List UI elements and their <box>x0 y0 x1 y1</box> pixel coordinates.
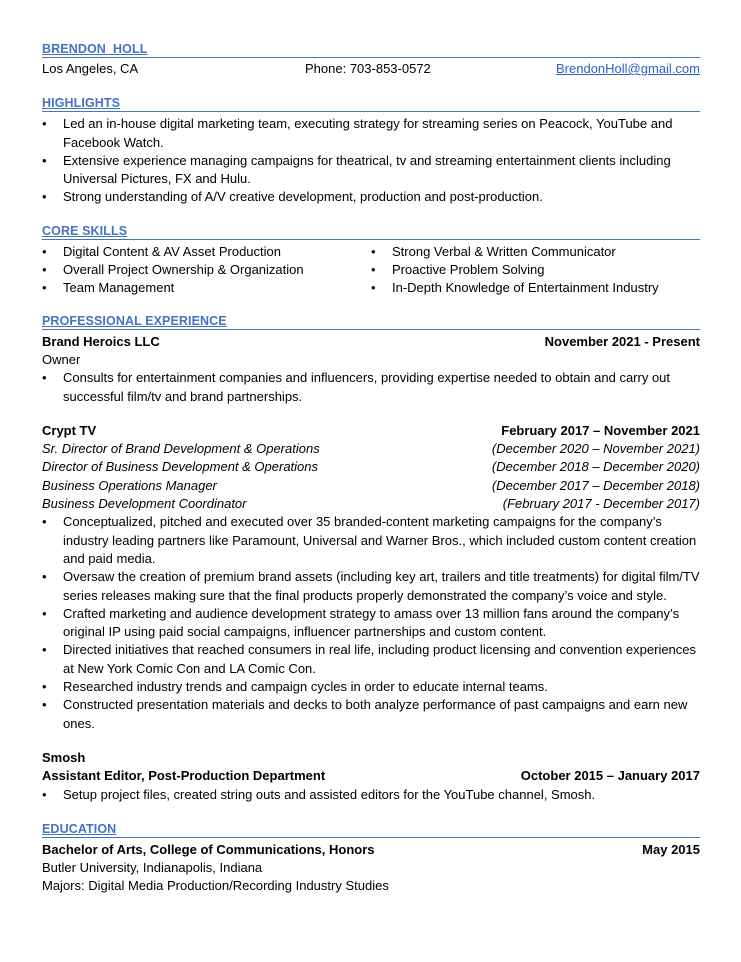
role-dates: (February 2017 - December 2017) <box>502 496 700 512</box>
role-row <box>42 440 700 458</box>
core-skills-columns <box>42 243 700 298</box>
bullet-icon: • <box>42 697 47 713</box>
bullet-icon: • <box>42 116 47 132</box>
list-item: • Directed initiatives that reached consumers in real life, including product licensing and convention experiences at New York Comic Con and LA Comic Con. <box>42 642 697 676</box>
list-item: • Oversaw the creation of premium brand assets (including key art, trailers and title treatments) for digital film/TV series releases making sure that the final products properly demonstrated the company’s voice and style. <box>42 569 700 603</box>
company-name: Smosh <box>42 749 86 765</box>
graduation-date: May 2015 <box>642 841 700 857</box>
list-item: • Conceptualized, pitched and executed over 35 branded-content marketing campaigns for the company’s industry leading partners like Paramount, Universal and Warner Bros., which included custom content creation and paid media. <box>42 514 697 566</box>
degree-row <box>42 841 700 859</box>
job-role: Owner <box>42 351 81 367</box>
job-dates: October 2015 – January 2017 <box>520 768 700 784</box>
role-title: Business Operations Manager <box>42 477 217 493</box>
list-item: • Led an in-house digital marketing team, executing strategy for streaming series on Peacock, YouTube and Facebook Watch. <box>42 116 673 150</box>
education-title: EDUCATION <box>42 821 117 836</box>
brand-heroics-row <box>42 333 700 351</box>
list-item: • Strong understanding of A/V creative development, production and post-production. <box>42 188 700 206</box>
experience-title: PROFESSIONAL EXPERIENCE <box>42 313 227 328</box>
bullet-icon: • <box>42 262 47 278</box>
list-item: • Researched industry trends and campaign cycles in order to educate internal teams. <box>42 678 700 696</box>
skills-right-list <box>371 243 700 298</box>
bullet-icon: • <box>371 280 376 296</box>
role-row <box>42 458 700 476</box>
phone-text: Phone: 703-853-0572 <box>305 61 431 76</box>
contact-row <box>42 60 700 78</box>
bullet-icon: • <box>371 262 376 278</box>
role-title: Business Development Coordinator <box>42 496 247 512</box>
list-item: • Extensive experience managing campaigns for theatrical, tv and streaming entertainment clients including Universal Pictures, FX and Hulu. <box>42 152 671 187</box>
email-link[interactable]: BrendonHoll@gmail.com <box>556 61 700 76</box>
name-heading: BRENDON HOLL <box>42 42 148 56</box>
list-item: • Crafted marketing and audience development strategy to amass over 13 million fans around the company’s original IP using paid social campaigns, influencer partnerships and custom content. <box>42 605 680 640</box>
core-skills-title: CORE SKILLS <box>42 223 128 238</box>
bullet-icon: • <box>42 679 47 695</box>
job-dates: February 2017 – November 2021 <box>501 422 700 438</box>
bullet-icon: • <box>42 280 47 296</box>
job-dates: November 2021 - Present <box>544 333 700 349</box>
list-item: • Proactive Problem Solving <box>371 261 700 279</box>
role-dates: (December 2018 – December 2020) <box>491 459 700 475</box>
role-row <box>42 495 700 513</box>
degree-text: Bachelor of Arts, College of Communications, Honors <box>42 841 375 857</box>
role-dates: (December 2020 – November 2021) <box>491 441 700 457</box>
location-text: Los Angeles, CA <box>42 61 139 76</box>
list-item: • Team Management <box>42 279 371 297</box>
education-header <box>42 822 700 838</box>
resume-page <box>42 42 700 896</box>
list-item: • Setup project files, created string outs and assisted editors for the YouTube channel, Smosh. <box>42 786 700 804</box>
role-row <box>42 477 700 495</box>
company-name: Brand Heroics LLC <box>42 333 160 349</box>
company-name: Crypt TV <box>42 422 97 438</box>
bullet-icon: • <box>42 605 47 621</box>
bullet-icon: • <box>42 786 47 802</box>
bullet-icon: • <box>42 243 47 259</box>
name-header <box>42 42 700 58</box>
highlights-title: HIGHLIGHTS <box>42 96 121 111</box>
brand-heroics-bullets <box>42 369 700 406</box>
list-item: • Constructed presentation materials and decks to both analyze performance of past campaigns and earn new ones. <box>42 697 688 731</box>
smosh-role-row <box>42 767 700 785</box>
list-item: • Digital Content & AV Asset Production <box>42 243 371 261</box>
school-text: Butler University, Indianapolis, Indiana <box>42 860 263 876</box>
highlights-header <box>42 96 700 112</box>
skills-left-list <box>42 243 371 298</box>
role-title: Director of Business Development & Operations <box>42 459 319 475</box>
bullet-icon: • <box>42 514 47 530</box>
highlights-list <box>42 115 700 206</box>
role-title: Assistant Editor, Post-Production Department <box>42 768 326 784</box>
majors-text: Majors: Digital Media Production/Recording Industry Studies <box>42 878 389 894</box>
role-dates: (December 2017 – December 2018) <box>491 477 700 493</box>
crypt-tv-bullets <box>42 513 700 733</box>
bullet-icon: • <box>42 189 47 205</box>
bullet-icon: • <box>42 370 47 386</box>
bullet-icon: • <box>371 243 376 259</box>
bullet-icon: • <box>42 152 47 168</box>
list-item: • Strong Verbal & Written Communicator <box>371 243 700 261</box>
crypt-tv-row <box>42 422 700 440</box>
bullet-icon: • <box>42 642 47 658</box>
list-item: • In-Depth Knowledge of Entertainment Industry <box>371 279 700 297</box>
role-title: Sr. Director of Brand Development & Operations <box>42 441 320 457</box>
core-skills-header <box>42 224 700 240</box>
list-item: • Overall Project Ownership & Organization <box>42 261 371 279</box>
experience-header <box>42 314 700 330</box>
smosh-bullets <box>42 786 700 804</box>
bullet-icon: • <box>42 569 47 585</box>
list-item: • Consults for entertainment companies and influencers, providing expertise needed to obtain and carry out successful film/tv and brand partnerships. <box>42 370 671 404</box>
